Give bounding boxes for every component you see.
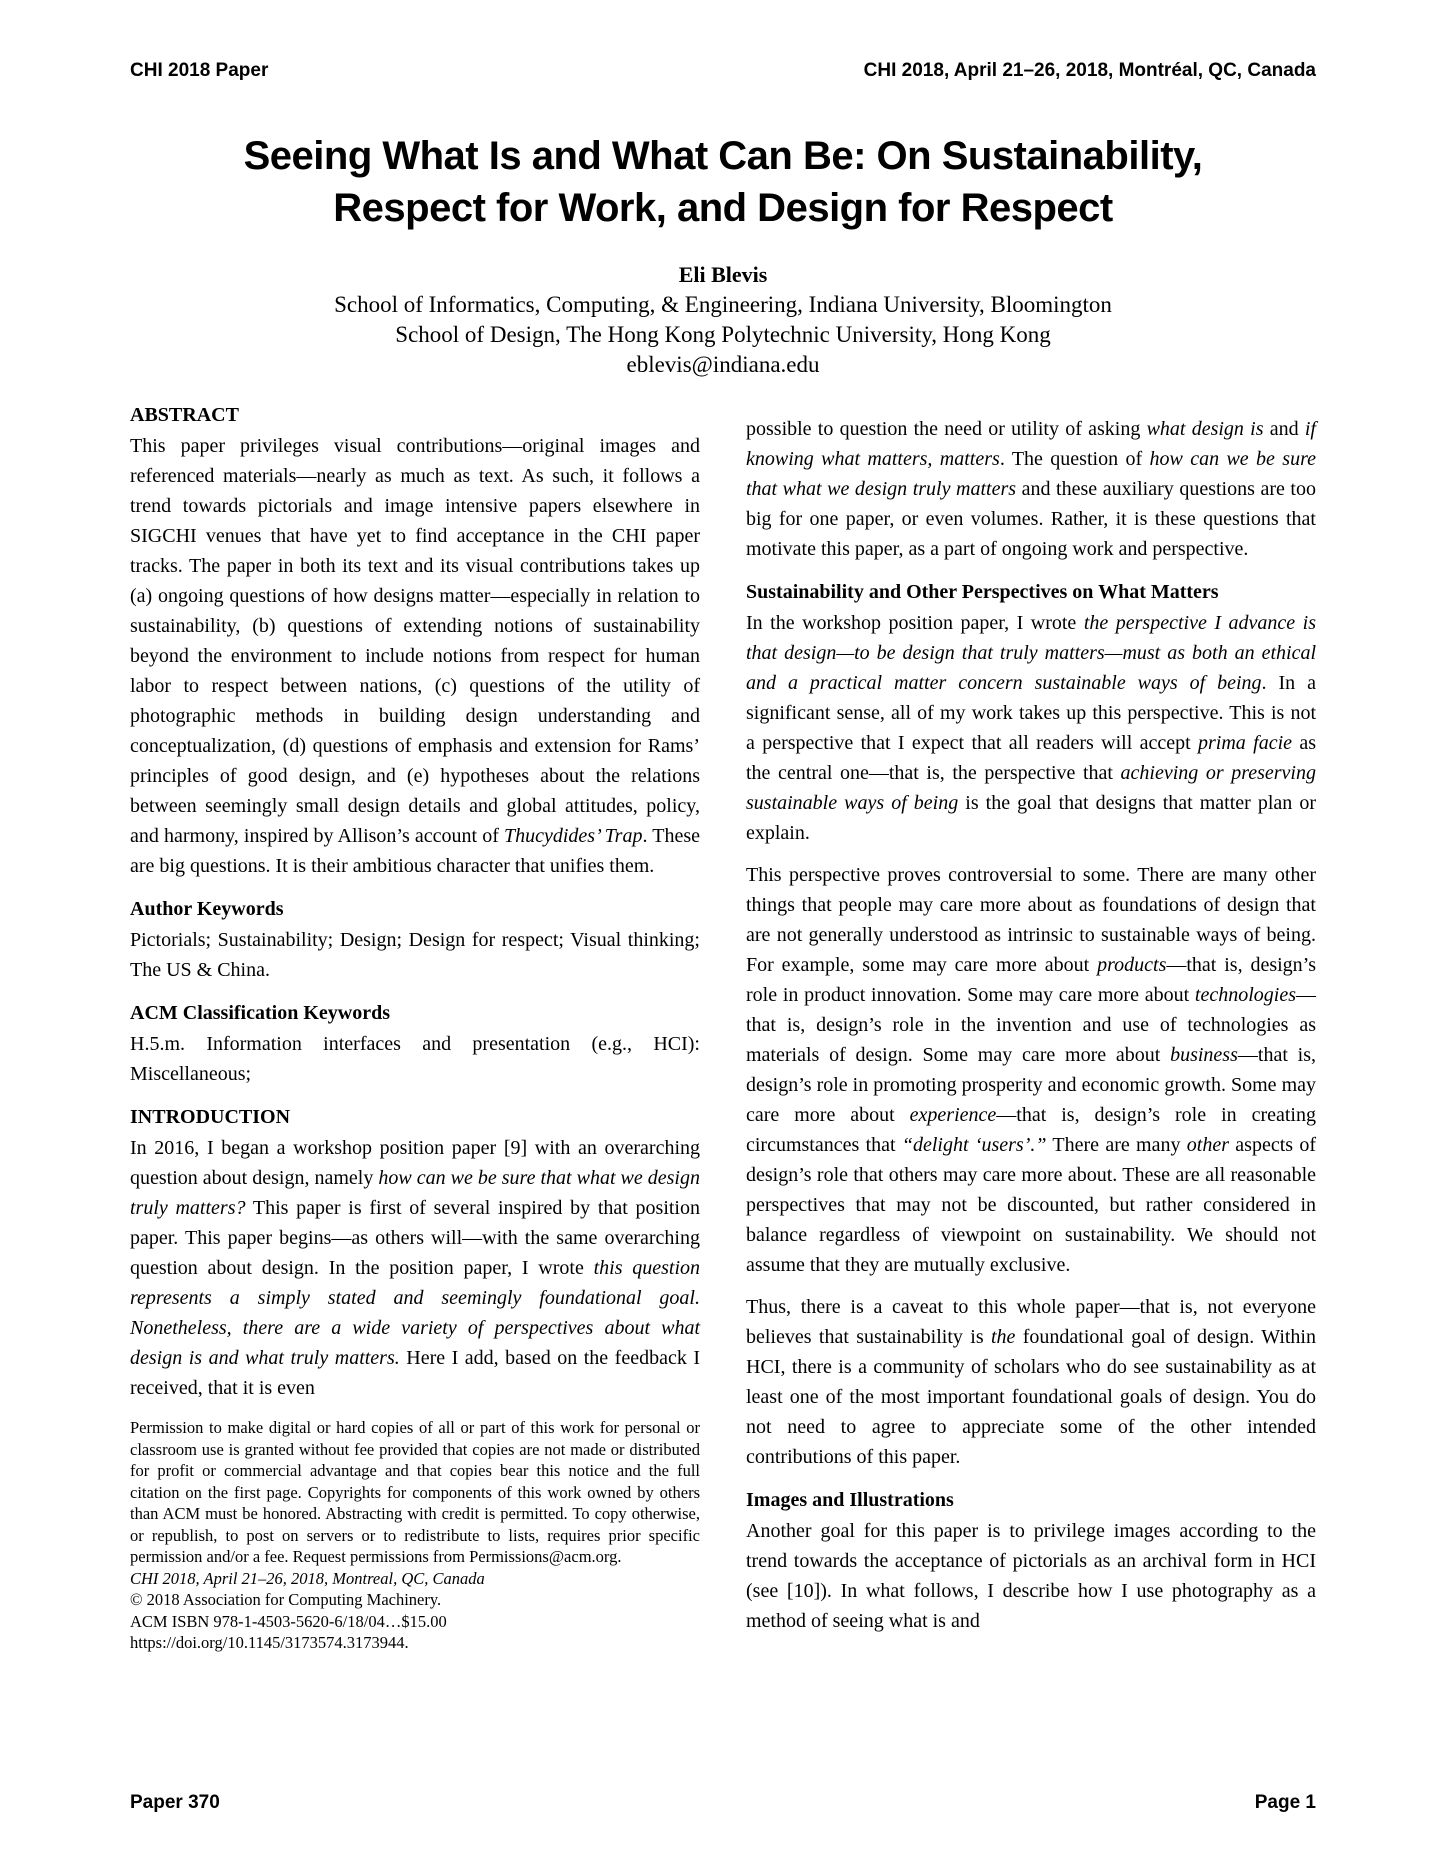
permission-isbn-line: ACM ISBN 978-1-4503-5620-6/18/04…$15.00 bbox=[130, 1611, 447, 1631]
author-email: eblevis@indiana.edu bbox=[626, 352, 820, 377]
author-affiliation-2: School of Design, The Hong Kong Polytechnic University, Hong Kong bbox=[395, 322, 1051, 347]
page-footer bbox=[130, 1792, 1316, 1814]
right-column-continued-text: possible to question the need or utility of asking what design is and if knowing what matters, matters. The question of how can we be sure that what we design truly matters and these auxiliary questions are too big for one paper, or even volumes. Rather, it is these questions that motivate this paper, as a part of ongoing work and perspective. bbox=[746, 418, 1317, 560]
author-keywords-heading: Author Keywords bbox=[130, 898, 284, 920]
permission-conference-line: CHI 2018, April 21–26, 2018, Montreal, QC, Canada bbox=[130, 1568, 485, 1588]
paper-title-line-2: Respect for Work, and Design for Respect bbox=[333, 186, 1113, 230]
sustainability-paragraph-2: This perspective proves controversial to some. There are many other things that people may care more about as foundations of design that are not generally understood as intrinsic to sustainable ways of being. For example, some may care more about products—that is, design’s role in product innovation. Some may care more about technologies—that is, design’s role in the invention and use of technologies as materials of design. Some may care more about business—that is, design’s role in promoting prosperity and economic growth. Some may care more about experience—that is, design’s role in creating circumstances that “delight ‘users’.” There are many other aspects of design’s role that others may care more about. These are all reasonable perspectives that may not be discounted, but rather considered in balance regardless of viewpoint on sustainability. We should not assume that they are mutually exclusive. bbox=[746, 864, 1317, 1276]
permission-copyright-line: © 2018 Association for Computing Machinery. bbox=[130, 1590, 442, 1609]
permission-doi-line: https://doi.org/10.1145/3173574.3173944. bbox=[130, 1633, 409, 1652]
sustainability-paragraph-3: Thus, there is a caveat to this whole paper—that is, not everyone believes that sustainability is the foundational goal of design. Within HCI, there is a community of scholars who do see sustainability as at least one of the most important foundational goals of design. You do not need to agree to appreciate some of the other intended contributions of this paper. bbox=[746, 1296, 1316, 1468]
paper-title-line-1: Seeing What Is and What Can Be: On Sustainability, bbox=[243, 134, 1203, 178]
permission-block bbox=[130, 1417, 700, 1654]
images-illustrations-paragraph: Another goal for this paper is to privilege images according to the trend towards the acceptance of pictorials as an archival form in HCI (see [10]). In what follows, I describe how I use photography as a method of seeing what is and bbox=[746, 1520, 1316, 1632]
paper-title bbox=[0, 130, 1446, 234]
sustainability-section-heading: Sustainability and Other Perspectives on What Matters bbox=[746, 581, 1219, 603]
permission-notice: Permission to make digital or hard copies of all or part of this work for personal or classroom use is granted without fee provided that copies are not made or distributed for profit or commercial advantage and that copies bear this notice and the full citation on the first page. Copyrights for components of this work owned by others than ACM must be honored. Abstracting with credit is permitted. To copy otherwise, or republish, to post on servers or to redistribute to lists, requires prior specific permission and/or a fee. Request permissions from Permissions@acm.org. bbox=[130, 1418, 700, 1566]
introduction-heading: INTRODUCTION bbox=[130, 1106, 291, 1128]
footer-left-text: Paper 370 bbox=[130, 1792, 220, 1813]
right-column bbox=[746, 402, 1316, 1654]
header-left-text: CHI 2018 Paper bbox=[130, 60, 269, 81]
abstract-text: This paper privileges visual contributions—original images and referenced materials—nearly as much as text. As such, it follows a trend towards pictorials and image intensive papers elsewhere in SIGCHI venues that have yet to find acceptance in the CHI paper tracks. The paper in both its text and its visual contributions takes up (a) ongoing questions of how designs matter—especially in relation to sustainability, (b) questions of extending notions of sustainability beyond the environment to include notions from respect for human labor to respect between nations, (c) questions of the utility of photographic methods in building design understanding and conceptualization, (d) questions of emphasis and extension for Rams’ principles of good design, and (e) hypotheses about the relations between seemingly small design details and global attitudes, policy, and harmony, inspired by Allison’s account of Thucydides’ Trap. These are big questions. It is their ambitious character that unifies them. bbox=[130, 435, 700, 877]
author-block bbox=[0, 260, 1446, 380]
abstract-heading: ABSTRACT bbox=[130, 404, 239, 426]
sustainability-paragraph-1: In the workshop position paper, I wrote the perspective I advance is that design—to be design that truly matters—must as both an ethical and a practical matter concern sustainable ways of being. In a significant sense, all of my work takes up this perspective. This is not a perspective that I expect that all readers will accept prima facie as the central one—that is, the perspective that achieving or preserving sustainable ways of being is the goal that designs that matter plan or explain. bbox=[746, 612, 1316, 844]
two-column-body bbox=[0, 380, 1446, 1654]
left-column bbox=[130, 402, 700, 1654]
acm-keywords-heading: ACM Classification Keywords bbox=[130, 1002, 390, 1024]
author-keywords-text: Pictorials; Sustainability; Design; Design for respect; Visual thinking; The US & China. bbox=[130, 929, 700, 981]
author-name: Eli Blevis bbox=[678, 262, 768, 287]
images-illustrations-heading: Images and Illustrations bbox=[746, 1489, 954, 1511]
header-right-text: CHI 2018, April 21–26, 2018, Montréal, QC, Canada bbox=[863, 60, 1316, 81]
introduction-text: In 2016, I began a workshop position paper [9] with an overarching question about design, namely how can we be sure that what we design truly matters? This paper is first of several inspired by that position paper. This paper begins—as others will—with the same overarching question about design. In the position paper, I wrote this question represents a simply stated and seemingly foundational goal. Nonetheless, there are a wide variety of perspectives about what design is and what truly matters. Here I add, based on the feedback I received, that it is even bbox=[130, 1137, 701, 1399]
page-header bbox=[0, 0, 1446, 82]
acm-keywords-text: H.5.m. Information interfaces and presentation (e.g., HCI): Miscellaneous; bbox=[130, 1033, 700, 1085]
author-affiliation-1: School of Informatics, Computing, & Engineering, Indiana University, Bloomington bbox=[334, 292, 1112, 317]
footer-right-text: Page 1 bbox=[1254, 1792, 1316, 1813]
